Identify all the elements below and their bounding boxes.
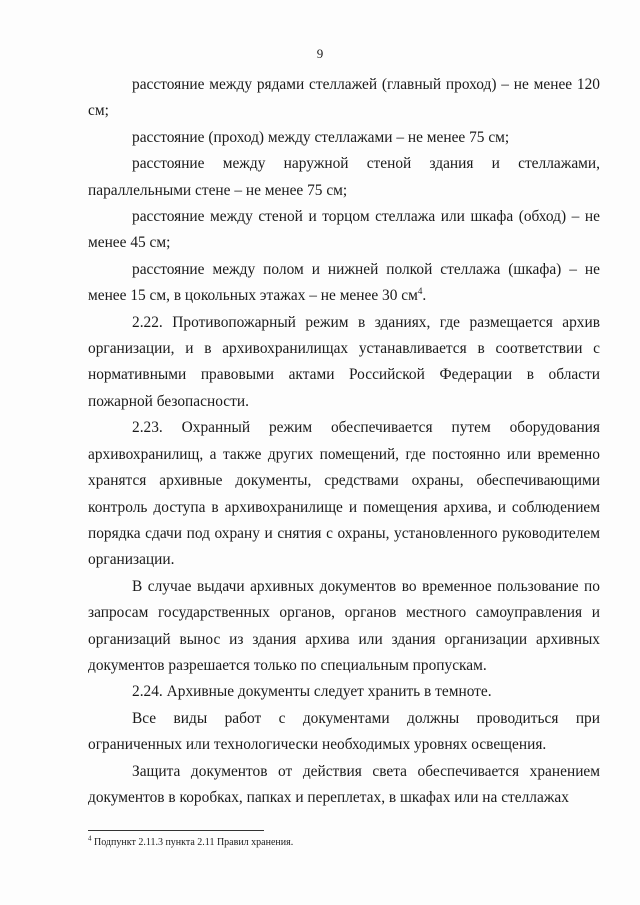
paragraph-aisle-between-shelves: расстояние (проход) между стеллажами – не менее 75 см; — [132, 128, 510, 146]
body-text — [88, 72, 600, 811]
paragraph-end-distance: расстояние между стеной и торцом стеллажа или шкафа (обход) – не менее 45 см; — [88, 208, 600, 252]
paragraph-temporary-use: В случае выдачи архивных документов во временное пользование по запросам государственных органов, органов местного самоуправления и организаций вынос из здания архива или здания организации архивных документов разрешается только по специальным пропускам. — [88, 577, 600, 674]
paragraph-main-aisle: расстояние между рядами стеллажей (главный проход) – не менее 120 см; — [88, 76, 600, 120]
paragraph-2-24: 2.24. Архивные документы следует хранить в темноте. — [132, 683, 492, 701]
paragraph-lighting: Все виды работ с документами должны проводиться при ограниченных или технологически необходимых уровнях освещения. — [88, 709, 600, 754]
paragraph-light-protection: Защита документов от действия света обеспечивается хранением документов в коробках, папках и переплетах, в шкафах или на стеллажах — [88, 762, 600, 806]
footnote-reference: 4 — [417, 286, 423, 297]
page-number: 9 — [316, 46, 324, 61]
footnote-marker: 4 — [88, 834, 92, 843]
paragraph-floor-distance-text: расстояние между полом и нижней полкой стеллажа (шкафа) – не менее 15 см, в цокольных этажах – не менее 30 см — [88, 260, 600, 305]
paragraph-2-23: 2.23. Охранный режим обеспечивается путем оборудования архивохранилищ, а также других помещений, где постоянно или временно хранятся архивные документы, средствами охраны, обеспечивающими контроль доступа в архивохранилище и помещения архива, и соблюдением порядка сдачи под охрану и снятия с охраны, установленного руководителем организации. — [88, 419, 600, 569]
paragraph-wall-distance: расстояние между наружной стеной здания и стеллажами, параллельными стене – не менее 75 см; — [88, 155, 600, 199]
footnote-reference-tail: . — [422, 287, 427, 305]
paragraph-2-22: 2.22. Противопожарный режим в зданиях, где размещается архив организации, и в архивохранилищах устанавливается в соответствии с нормативными правовыми актами Российской Федерации в области пожарной безопасности. — [88, 313, 600, 410]
footnote-separator — [88, 830, 264, 831]
footnote — [88, 836, 600, 850]
paragraph-floor-distance — [88, 257, 600, 310]
footnote-text: Подпункт 2.11.3 пункта 2.11 Правил хранения. — [91, 837, 294, 848]
